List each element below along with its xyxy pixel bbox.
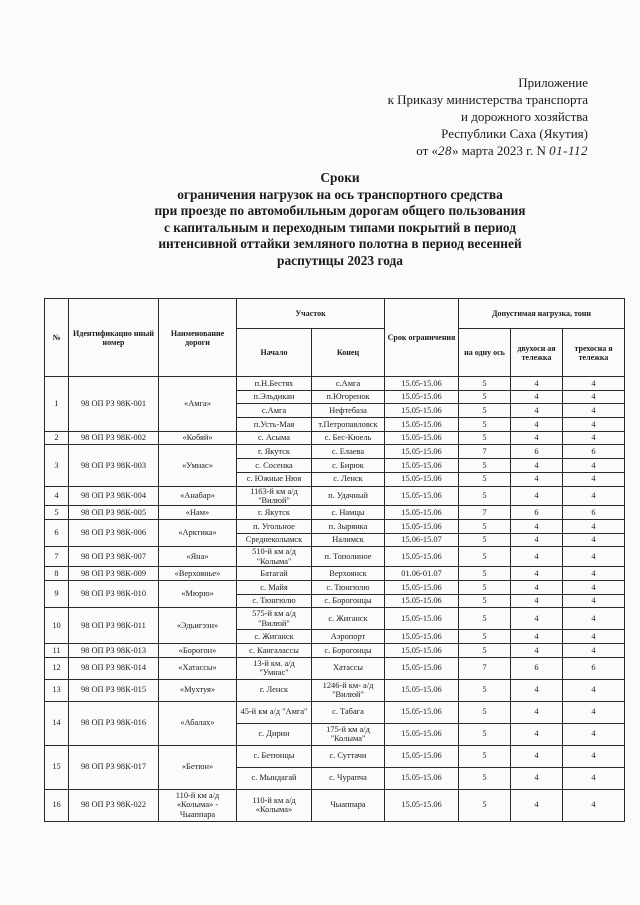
cell-load-triple: 4: [563, 404, 625, 418]
cell-period: 15.05-15.06: [385, 445, 459, 459]
cell-road: «Бетюн»: [159, 745, 237, 789]
cell-period: 15.05-15.06: [385, 486, 459, 506]
table-row: [45, 643, 625, 657]
cell-load-single: 5: [459, 377, 511, 391]
cell-end: Налимск: [312, 533, 385, 547]
title-line-5: интенсивной оттайки земляного полотна в период весенней: [158, 236, 522, 252]
header-num: №: [45, 299, 69, 377]
cell-load-double: 4: [511, 567, 563, 581]
cell-load-single: 5: [459, 723, 511, 745]
cell-num: 7: [45, 547, 69, 567]
cell-load-double: 4: [511, 520, 563, 534]
cell-load-single: 5: [459, 567, 511, 581]
cell-period: 15.05-15.06: [385, 630, 459, 644]
cell-load-triple: 6: [563, 506, 625, 520]
date-day: 28: [438, 143, 453, 158]
cell-end: п. Зырянка: [312, 520, 385, 534]
cell-load-single: 5: [459, 431, 511, 445]
cell-period: 15.05-15.06: [385, 701, 459, 723]
table-row: [45, 486, 625, 506]
table-row: [45, 679, 625, 701]
cell-num: 6: [45, 520, 69, 547]
cell-load-single: 5: [459, 630, 511, 644]
cell-load-triple: 4: [563, 643, 625, 657]
cell-load-triple: 4: [563, 472, 625, 486]
cell-load-triple: 4: [563, 745, 625, 767]
restrictions-table: [44, 298, 625, 822]
cell-end: с. Бес-Кюель: [312, 431, 385, 445]
table-row: [45, 506, 625, 520]
cell-id: 98 ОП РЗ 98К-002: [69, 431, 159, 445]
cell-end: т.Петропавловск: [312, 418, 385, 432]
cell-period: 15.05-15.06: [385, 789, 459, 821]
cell-period: 15.05-15.06: [385, 377, 459, 391]
cell-id: 98 ОП РЗ 98К-010: [69, 580, 159, 607]
cell-road: «Амга»: [159, 377, 237, 432]
cell-load-double: 4: [511, 679, 563, 701]
cell-load-single: 5: [459, 390, 511, 404]
cell-num: 15: [45, 745, 69, 789]
cell-num: 16: [45, 789, 69, 821]
cell-load-single: 5: [459, 679, 511, 701]
cell-num: 2: [45, 431, 69, 445]
cell-end: с. Ленск: [312, 472, 385, 486]
table-row: [45, 608, 625, 630]
cell-end: п. Тополиное: [312, 547, 385, 567]
cell-start: 110-й км а/д «Колыма»: [237, 789, 312, 821]
cell-start: 1163-й км а/д "Вилюй": [237, 486, 312, 506]
cell-load-double: 4: [511, 789, 563, 821]
cell-load-single: 5: [459, 701, 511, 723]
cell-start: с. Дирин: [237, 723, 312, 745]
cell-load-double: 4: [511, 580, 563, 594]
cell-end: п. Удачный: [312, 486, 385, 506]
cell-load-triple: 4: [563, 377, 625, 391]
cell-road: «Яна»: [159, 547, 237, 567]
cell-period: 15.05-15.06: [385, 390, 459, 404]
cell-load-triple: 4: [563, 533, 625, 547]
table-row: [45, 657, 625, 679]
cell-period: 15.05-15.06: [385, 459, 459, 473]
cell-road: «Мюрю»: [159, 580, 237, 607]
cell-road: «Арктика»: [159, 520, 237, 547]
cell-road: «Абалах»: [159, 701, 237, 745]
cell-period: 15.06-15.07: [385, 533, 459, 547]
cell-load-triple: 6: [563, 657, 625, 679]
cell-id: 98 ОП РЗ 98К-001: [69, 377, 159, 432]
cell-load-double: 6: [511, 445, 563, 459]
cell-period: 15.05-15.06: [385, 723, 459, 745]
table-row: [45, 547, 625, 567]
cell-load-double: 4: [511, 767, 563, 789]
cell-load-triple: 4: [563, 580, 625, 594]
cell-load-double: 4: [511, 630, 563, 644]
cell-period: 15.05-15.06: [385, 608, 459, 630]
cell-load-triple: 4: [563, 459, 625, 473]
table-row: [45, 789, 625, 821]
table-row: [45, 745, 625, 767]
table-row: [45, 520, 625, 534]
cell-load-single: 5: [459, 533, 511, 547]
appendix-block: [388, 74, 588, 159]
cell-load-triple: 4: [563, 630, 625, 644]
cell-start: 575-й км а/д "Вилюй": [237, 608, 312, 630]
cell-load-single: 5: [459, 418, 511, 432]
table-row: [45, 431, 625, 445]
cell-period: 15.05-15.06: [385, 580, 459, 594]
cell-end: п.Югоренок: [312, 390, 385, 404]
cell-load-double: 4: [511, 643, 563, 657]
cell-end: 175-й км а/д "Колыма": [312, 723, 385, 745]
cell-load-triple: 4: [563, 418, 625, 432]
cell-id: 98 ОП РЗ 98К-004: [69, 486, 159, 506]
cell-end: с.Амга: [312, 377, 385, 391]
appendix-line-3: и дорожного хозяйства: [461, 109, 588, 124]
date-prefix: от «: [416, 143, 439, 158]
cell-start: с. Майя: [237, 580, 312, 594]
document-title: [60, 170, 620, 270]
cell-num: 8: [45, 567, 69, 581]
cell-load-double: 4: [511, 594, 563, 608]
cell-start: п. Угольное: [237, 520, 312, 534]
cell-num: 3: [45, 445, 69, 486]
cell-load-double: 4: [511, 377, 563, 391]
cell-load-double: 4: [511, 404, 563, 418]
cell-num: 11: [45, 643, 69, 657]
cell-end: с. Борогонцы: [312, 594, 385, 608]
table-row: [45, 377, 625, 391]
cell-start: с. Тюнгюлю: [237, 594, 312, 608]
cell-period: 15.05-15.06: [385, 404, 459, 418]
cell-load-double: 4: [511, 723, 563, 745]
cell-load-single: 5: [459, 789, 511, 821]
title-line-4: с капитальным и переходным типами покрытий в период: [163, 219, 517, 235]
cell-load-triple: 4: [563, 723, 625, 745]
cell-load-triple: 4: [563, 608, 625, 630]
cell-num: 13: [45, 679, 69, 701]
header-road-name: Наименование дороги: [159, 299, 237, 377]
cell-period: 15.05-15.06: [385, 520, 459, 534]
cell-load-triple: 4: [563, 701, 625, 723]
cell-start: с. Асыма: [237, 431, 312, 445]
cell-num: 5: [45, 506, 69, 520]
cell-id: 98 ОП РЗ 98К-022: [69, 789, 159, 821]
cell-end: с. Борогонцы: [312, 643, 385, 657]
cell-load-single: 7: [459, 657, 511, 679]
cell-road: «Кобяй»: [159, 431, 237, 445]
cell-id: 98 ОП РЗ 98К-017: [69, 745, 159, 789]
cell-id: 98 ОП РЗ 98К-011: [69, 608, 159, 644]
cell-id: 98 ОП РЗ 98К-015: [69, 679, 159, 701]
appendix-line-4: Республики Саха (Якутия): [441, 126, 588, 141]
cell-start: с. Мындагай: [237, 767, 312, 789]
table-row: [45, 580, 625, 594]
cell-load-double: 4: [511, 547, 563, 567]
cell-end: с. Бирюк: [312, 459, 385, 473]
cell-load-single: 5: [459, 472, 511, 486]
cell-id: 98 ОП РЗ 98К-009: [69, 567, 159, 581]
order-date-line: [388, 142, 588, 159]
cell-start: Батагай: [237, 567, 312, 581]
cell-load-double: 4: [511, 745, 563, 767]
cell-road: 110-й км а/д «Колыма» - Чыаппара: [159, 789, 237, 821]
cell-end: Хатассы: [312, 657, 385, 679]
cell-period: 15.05-15.06: [385, 745, 459, 767]
cell-end: Чыаппара: [312, 789, 385, 821]
title-line-6: распутицы 2023 года: [277, 252, 403, 268]
header-start: Начало: [237, 329, 312, 377]
cell-load-single: 5: [459, 767, 511, 789]
cell-start: п.Эльдикан: [237, 390, 312, 404]
cell-load-double: 6: [511, 506, 563, 520]
cell-end: с. Жиганск: [312, 608, 385, 630]
header-double-bogie: двухосн ая тележка: [511, 329, 563, 377]
cell-load-triple: 4: [563, 567, 625, 581]
header-period: Срок ограничения: [385, 299, 459, 377]
appendix-line-1: Приложение: [518, 75, 588, 90]
table-row: [45, 445, 625, 459]
cell-period: 15.05-15.06: [385, 506, 459, 520]
cell-num: 12: [45, 657, 69, 679]
cell-start: г. Якутск: [237, 445, 312, 459]
cell-road: «Хатассы»: [159, 657, 237, 679]
cell-id: 98 ОП РЗ 98К-013: [69, 643, 159, 657]
header-section: Участок: [237, 299, 385, 329]
cell-load-double: 4: [511, 533, 563, 547]
cell-load-double: 4: [511, 701, 563, 723]
cell-period: 15.05-15.06: [385, 418, 459, 432]
cell-start: г. Якутск: [237, 506, 312, 520]
cell-load-single: 7: [459, 506, 511, 520]
cell-load-double: 4: [511, 486, 563, 506]
cell-load-triple: 6: [563, 445, 625, 459]
cell-load-triple: 4: [563, 486, 625, 506]
cell-start: 45-й км а/д "Амга": [237, 701, 312, 723]
cell-load-triple: 4: [563, 520, 625, 534]
cell-start: г. Ленск: [237, 679, 312, 701]
cell-load-single: 5: [459, 486, 511, 506]
cell-road: «Мухтуя»: [159, 679, 237, 701]
cell-start: 13-й км. а/д "Умнас": [237, 657, 312, 679]
cell-load-triple: 4: [563, 789, 625, 821]
cell-num: 1: [45, 377, 69, 432]
cell-period: 15.05-15.06: [385, 767, 459, 789]
cell-load-double: 4: [511, 459, 563, 473]
cell-period: 01.06-01.07: [385, 567, 459, 581]
cell-end: с. Тюнгюлю: [312, 580, 385, 594]
cell-load-single: 5: [459, 547, 511, 567]
cell-load-triple: 4: [563, 390, 625, 404]
cell-road: «Нам»: [159, 506, 237, 520]
cell-num: 10: [45, 608, 69, 644]
cell-road: «Борогон»: [159, 643, 237, 657]
cell-num: 4: [45, 486, 69, 506]
cell-load-triple: 4: [563, 679, 625, 701]
cell-load-single: 5: [459, 580, 511, 594]
title-line-3: при проезде по автомобильным дорогам общего пользования: [154, 203, 526, 219]
header-single-axle: на одну ось: [459, 329, 511, 377]
cell-load-triple: 4: [563, 547, 625, 567]
cell-load-triple: 4: [563, 431, 625, 445]
cell-start: п.Н.Бестях: [237, 377, 312, 391]
header-load: Допустимая нагрузка, тонн: [459, 299, 625, 329]
header-triple-bogie: трехосна я тележка: [563, 329, 625, 377]
cell-load-triple: 4: [563, 594, 625, 608]
cell-id: 98 ОП РЗ 98К-014: [69, 657, 159, 679]
cell-id: 98 ОП РЗ 98К-006: [69, 520, 159, 547]
cell-period: 15.05-15.06: [385, 594, 459, 608]
cell-load-double: 4: [511, 431, 563, 445]
appendix-line-2: к Приказу министерства транспорта: [387, 92, 588, 107]
title-line-1: Сроки: [320, 170, 360, 185]
cell-road: «Умнас»: [159, 445, 237, 486]
cell-end: 1246-й км- а/д "Вилюй": [312, 679, 385, 701]
cell-period: 15.05-15.06: [385, 643, 459, 657]
cell-end: с. Чурапча: [312, 767, 385, 789]
cell-start: с. Сосенка: [237, 459, 312, 473]
cell-start: 510-й км а/д "Колыма": [237, 547, 312, 567]
cell-load-single: 5: [459, 594, 511, 608]
cell-start: с. Кангаласcы: [237, 643, 312, 657]
cell-load-double: 4: [511, 390, 563, 404]
table-body: [45, 377, 625, 822]
cell-load-double: 4: [511, 608, 563, 630]
cell-start: с. Бетюнцы: [237, 745, 312, 767]
cell-load-single: 5: [459, 404, 511, 418]
date-mid: » марта 2023 г. N: [452, 143, 546, 158]
cell-start: Среднеколымск: [237, 533, 312, 547]
cell-load-double: 6: [511, 657, 563, 679]
cell-load-single: 5: [459, 608, 511, 630]
cell-road: «Анабар»: [159, 486, 237, 506]
cell-load-double: 4: [511, 418, 563, 432]
cell-start: с. Южные Нюя: [237, 472, 312, 486]
cell-load-single: 5: [459, 520, 511, 534]
cell-start: с.Амга: [237, 404, 312, 418]
title-line-2: ограничения нагрузок на ось транспортного средства: [177, 186, 503, 202]
cell-road: «Эдьигээн»: [159, 608, 237, 644]
cell-period: 15.05-15.06: [385, 547, 459, 567]
cell-load-single: 5: [459, 745, 511, 767]
cell-num: 9: [45, 580, 69, 607]
header-end: Конец: [312, 329, 385, 377]
cell-end: с. Намцы: [312, 506, 385, 520]
cell-start: с. Жиганск: [237, 630, 312, 644]
order-number: 01-112: [549, 143, 588, 158]
header-id: Идентификацио нный номер: [69, 299, 159, 377]
cell-num: 14: [45, 701, 69, 745]
cell-end: с. Елаева: [312, 445, 385, 459]
cell-period: 15.05-15.06: [385, 431, 459, 445]
cell-end: Нефтебаза: [312, 404, 385, 418]
cell-end: с. Табага: [312, 701, 385, 723]
cell-start: п.Усть-Мая: [237, 418, 312, 432]
table-row: [45, 701, 625, 723]
cell-load-single: 7: [459, 445, 511, 459]
cell-load-single: 5: [459, 643, 511, 657]
cell-id: 98 ОП РЗ 98К-003: [69, 445, 159, 486]
cell-period: 15.05-15.06: [385, 679, 459, 701]
cell-end: с. Суттачи: [312, 745, 385, 767]
cell-period: 15.05-15.06: [385, 657, 459, 679]
cell-load-double: 4: [511, 472, 563, 486]
cell-period: 15.05-15.06: [385, 472, 459, 486]
cell-id: 98 ОП РЗ 98К-007: [69, 547, 159, 567]
cell-road: «Верхоянье»: [159, 567, 237, 581]
cell-id: 98 ОП РЗ 98К-016: [69, 701, 159, 745]
cell-end: Аэропорт: [312, 630, 385, 644]
cell-end: Верхоянск: [312, 567, 385, 581]
cell-id: 98 ОП РЗ 98К-005: [69, 506, 159, 520]
cell-load-triple: 4: [563, 767, 625, 789]
cell-load-single: 5: [459, 459, 511, 473]
table-row: [45, 567, 625, 581]
